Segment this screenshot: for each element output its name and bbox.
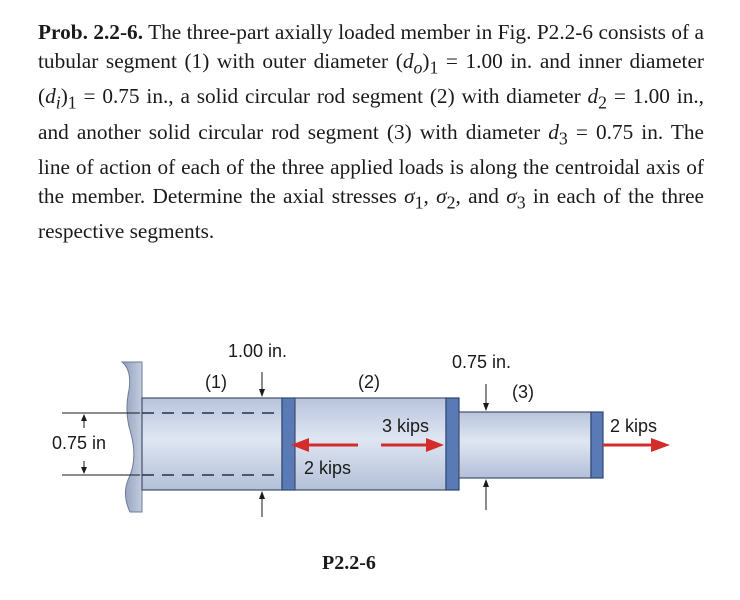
sub-2: 2 (446, 192, 456, 212)
segment-2-label: (2) (358, 372, 380, 392)
dim-seg1-arrowhead-top (259, 389, 265, 397)
segment-3-rod (459, 412, 591, 478)
var-sigma: σ (436, 183, 447, 208)
figure-caption: P2.2-6 (322, 552, 376, 574)
dim-left-arrowhead-bottom (81, 467, 87, 474)
sub-1: 1 (429, 57, 439, 78)
dim-seg3-arrowhead-bottom (483, 479, 489, 487)
text-run: = 0.75 in. The line of action of each of the three applied loads is along the centroidal axis of the member. Determine the axial stresses (38, 119, 704, 208)
sub-3: 3 (558, 127, 568, 148)
text-run: , and (455, 183, 507, 208)
dim-seg1-arrowhead-bottom (259, 491, 265, 499)
dim-left-arrowhead-top (81, 414, 87, 421)
load-label-2kips-right: 2 kips (610, 416, 658, 436)
text-run: The three-part axially loaded member in Fig. P2.2-6 consists of a tubular segment (1) with outer diameter ( (38, 20, 705, 73)
text-run: ) (422, 49, 430, 73)
text-run: in each of the three respective segments. (38, 183, 704, 243)
segment-1-tube (142, 398, 282, 490)
var-d: d (587, 84, 599, 109)
sub-2: 2 (598, 92, 608, 113)
load-label-2kips-left: 2 kips (304, 458, 352, 478)
var-d: d (548, 119, 559, 144)
segment-3-label: (3) (512, 382, 534, 402)
var-d: d (402, 49, 414, 73)
sub-1: 1 (67, 92, 77, 113)
sub-o: o (413, 57, 423, 78)
text-run: = 1.00 in. and inner diameter ( (38, 49, 704, 109)
sub-3: 3 (516, 192, 526, 212)
collar-1 (282, 398, 295, 490)
dim-seg3-arrowhead-top (483, 403, 489, 411)
wall-support (122, 362, 142, 512)
dim-seg3-label: 0.75 in. (452, 352, 512, 372)
dim-seg1-label: 1.00 in. (228, 341, 288, 361)
dim-left-label: 0.75 in (52, 433, 107, 453)
var-sigma: σ (404, 183, 415, 208)
text-run: = 1.00 in., and another solid circular rod segment (3) with diameter (38, 84, 704, 144)
var-d: d (45, 84, 56, 109)
text-run: ) (60, 84, 68, 109)
sub-i: i (55, 92, 61, 113)
collar-2 (446, 398, 459, 490)
text-run: , (423, 183, 437, 208)
load-arrow-2kips-right-head (651, 438, 670, 452)
segment-1-label: (1) (205, 372, 227, 392)
load-label-3kips: 3 kips (382, 416, 430, 436)
problem-label: Prob. 2.2-6. (38, 20, 144, 44)
var-sigma: σ (506, 183, 517, 208)
end-cap (591, 412, 603, 478)
sub-1: 1 (414, 192, 424, 212)
text-run: = 0.75 in., a solid circular rod segment (2) with diameter (76, 84, 588, 109)
